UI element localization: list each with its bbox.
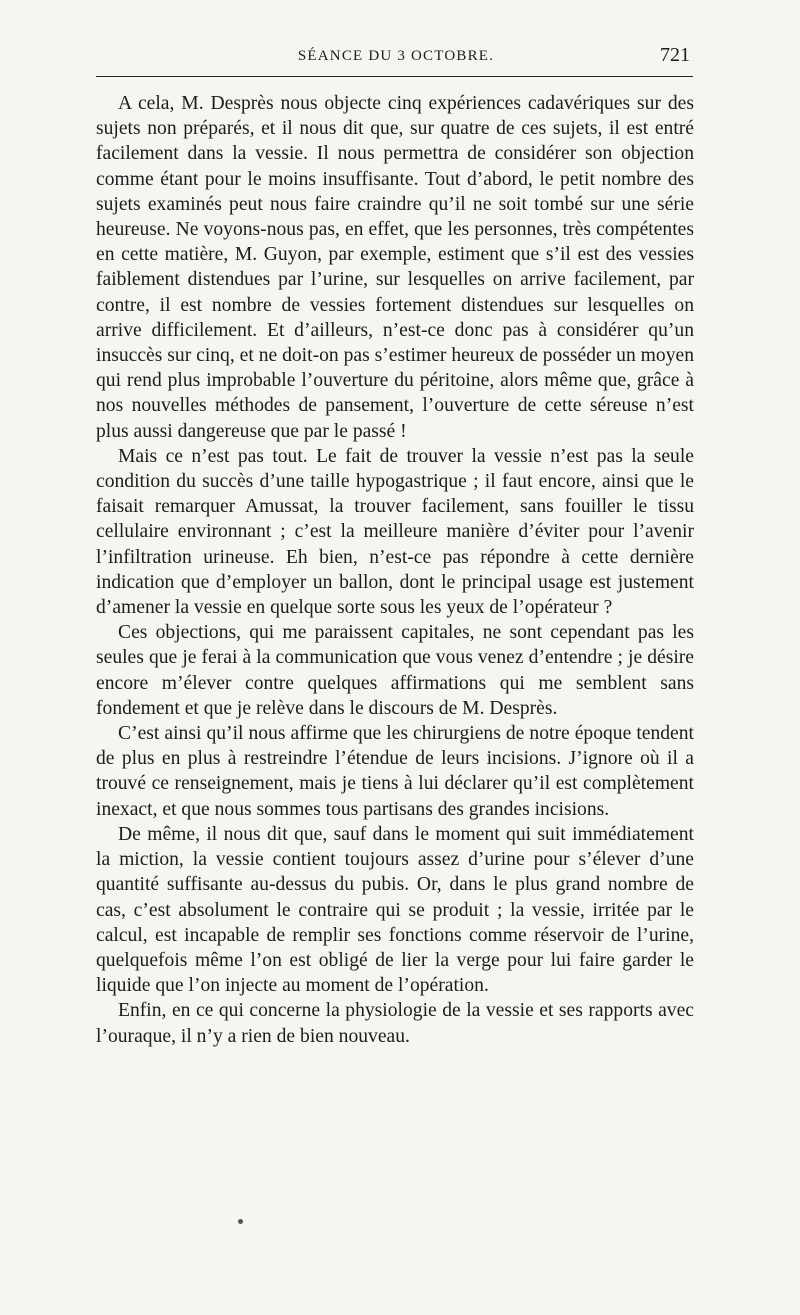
running-title: SÉANCE DU 3 OCTOBRE. <box>297 48 495 64</box>
paragraph-cadaver-experiments: A cela, M. Desprès nous objecte cinq expériences cadavériques sur des sujets non préparés, et il nous dit que, sur quatre de ces sujets, il est entré facilement dans la vessie. Il nous permettra de considérer son objection comme étant pour le moins insuffisante. Tout d’abord, le petit nombre des sujets examinés peut nous faire craindre qu’il ne soit tombé sur une série heureuse. Ne voyons-nous pas, en effet, que les personnes, très compétentes en cette matière, M. Guyon, par exemple, estiment que s’il est des vessies faiblement distendues par l’urine, sur lesquelles on arrive facilement, par contre, il est nombre de vessies fortement distendues sur lesquelles on arrive difficilement. Et d’ailleurs, n’est-ce donc pas à considérer qu’un insuccès sur cinq, et ne doit-on pas s’estimer heureux de posséder un moyen qui rend plus improbable l’ouverture du péritoine, alors même que, grâce à nos nouvelles méthodes de pansement, l’ouverture de cette séreuse n’est plus aussi dangereuse que par le passé ! <box>96 93 694 442</box>
ink-speck <box>238 1219 243 1224</box>
body-text <box>96 91 694 1049</box>
paragraph-urine-quantity: De même, il nous dit que, sauf dans le moment qui suit immédiatement la miction, la vessie contient toujours assez d’urine pour s’élever d’une quantité suffisante au-dessus du pubis. Or, dans le plus grand nombre de cas, c’est absolument le contraire qui se produit ; la vessie, irritée par le calcul, est incapable de remplir ses fonctions comme réservoir de l’urine, quelquefois même l’on est obligé de lier la verge pour lui faire garder le liquide que l’on injecte au moment de l’opération. <box>96 823 694 997</box>
paragraph-physiology: Enfin, en ce qui concerne la physiologie de la vessie et ses rapports avec l’ouraque, il n’y a rien de bien nouveau. <box>96 1000 694 1047</box>
paragraph-finding-bladder: Mais ce n’est pas tout. Le fait de trouver la vessie n’est pas la seule condition du succès d’une taille hypogastrique ; il faut encore, ainsi que le faisait remarquer Amussat, la trouver facilement, sans fouiller le tissu cellulaire environnant ; c’est la meilleure manière d’éviter pour l’avenir l’infiltration urineuse. Eh bien, n’est-ce pas répondre à cette dernière indication que d’employer un ballon, dont le principal usage est justement d’amener la vessie en quelque sorte sous les yeux de l’opérateur ? <box>96 445 694 619</box>
running-head <box>96 46 696 70</box>
header-rule <box>96 76 693 77</box>
paragraph-incisions: C’est ainsi qu’il nous affirme que les chirurgiens de notre époque tendent de plus en plus à restreindre l’étendue de leurs incisions. J’ignore où il a trouvé ce renseignement, mais je tiens à lui déclarer qu’il est complètement inexact, et que nous sommes tous partisans des grandes incisions. <box>96 723 694 820</box>
paragraph-objections: Ces objections, qui me paraissent capitales, ne sont cependant pas les seules que je ferai à la communication que vous venez d’entendre ; je désire encore m’élever contre quelques affirmations qui me semblent sans fondement et que je relève dans le discours de M. Desprès. <box>96 622 694 719</box>
page-number: 721 <box>660 44 690 66</box>
